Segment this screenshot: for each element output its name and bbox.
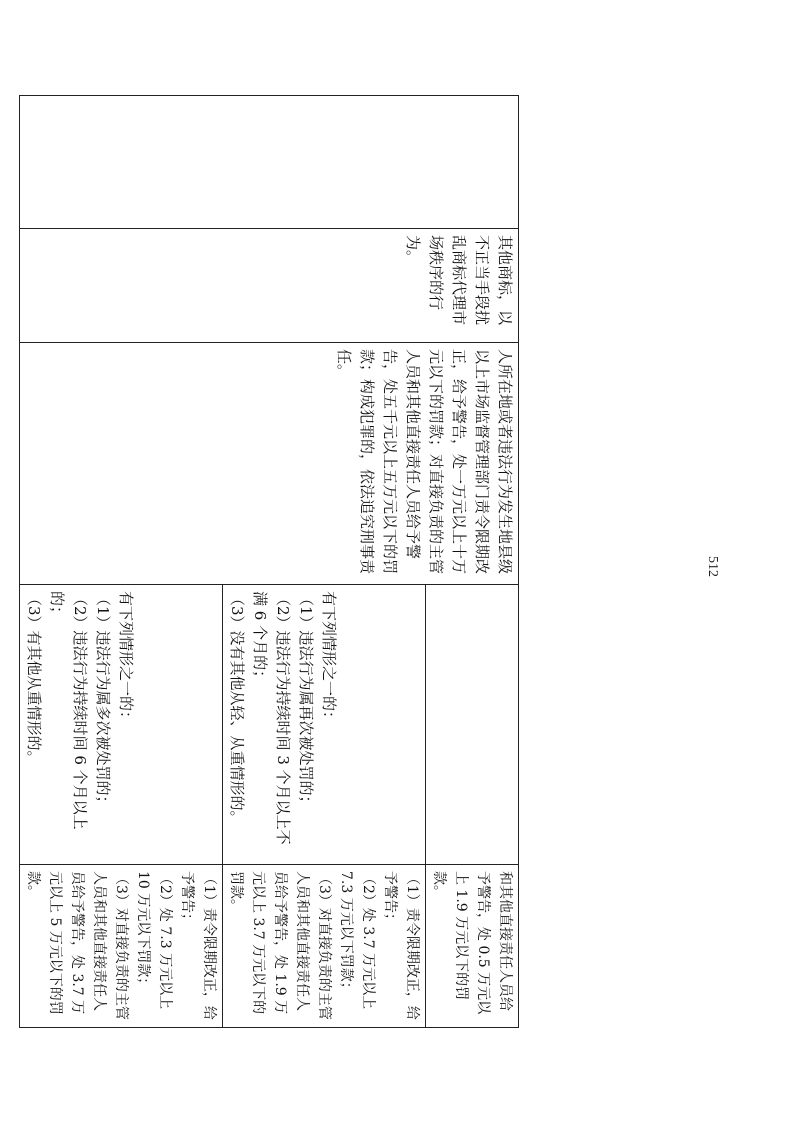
empty-cell bbox=[20, 96, 519, 229]
penalty-line: （1）责令限期改正，给予警告； bbox=[179, 871, 217, 1020]
penalty-standard-table bbox=[19, 95, 519, 1028]
circumstance-line: 有下列情形之一的： bbox=[117, 591, 135, 727]
penalty-line: （3）对直接负责的主管人员和其他直接责任人员给予警告，处 3.7 万元以上 5 万元以下的罚款。 bbox=[25, 871, 129, 1020]
circumstance-line: （2）违法行为持续时间 3 个月以上不满 6 个月的； bbox=[251, 591, 292, 845]
circumstance-line: （3）有其他从重情形的。 bbox=[25, 591, 43, 766]
penalty-line: （2）处 3.7 万元以上 7.3 万元以下罚款； bbox=[338, 871, 376, 1010]
violation-behavior-cell: 其他商标，以不正当手段扰乱商标代理市场秩序的行为。 bbox=[20, 229, 519, 343]
circumstance-line: （2）违法行为持续时间 6 个月以上的； bbox=[48, 591, 89, 830]
penalty-line: （3）对直接负责的主管人员和其他直接责任人员给予警告，处 1.9 万元以上 3.7 万元以下的罚款。 bbox=[228, 871, 332, 1020]
circumstance-line: （1）违法行为属再次被处罚的； bbox=[297, 591, 315, 811]
rotated-page-content bbox=[25, 95, 519, 1027]
penalty-cell-2 bbox=[223, 865, 426, 1028]
circumstance-cell-2 bbox=[223, 585, 426, 865]
page-number: 512 bbox=[705, 556, 720, 577]
table-row bbox=[426, 96, 519, 1028]
penalty-cell-3 bbox=[20, 865, 223, 1028]
penalty-cell-1: 和其他直接责任人员给予警告，处 0.5 万元以上 1.9 万元以下的罚款。 bbox=[426, 865, 519, 1028]
penalty-line: （1）责令限期改正，给予警告； bbox=[382, 871, 420, 1020]
circumstance-line: （3）没有其他从轻、从重情形的。 bbox=[228, 591, 246, 826]
circumstance-line: （1）违法行为属多次被处罚的； bbox=[94, 591, 112, 811]
circumstance-line: 有下列情形之一的： bbox=[320, 591, 338, 727]
legal-provision-cell: 人所在地或者违法行为发生地县级以上市场监督管理部门责令限期改正，给予警告，处一万元以上十万元以下的罚款；对直接负责的主管人员和其他直接责任人员给予警告，处五千元以上五万元以下的罚款；构成犯罪的，依法追究刑事责任。 bbox=[20, 343, 519, 585]
circumstance-cell-3 bbox=[20, 585, 223, 865]
penalty-line: （2）处 7.3 万元以上 10 万元以下罚款； bbox=[135, 871, 173, 1010]
circumstance-cell-1 bbox=[426, 585, 519, 865]
